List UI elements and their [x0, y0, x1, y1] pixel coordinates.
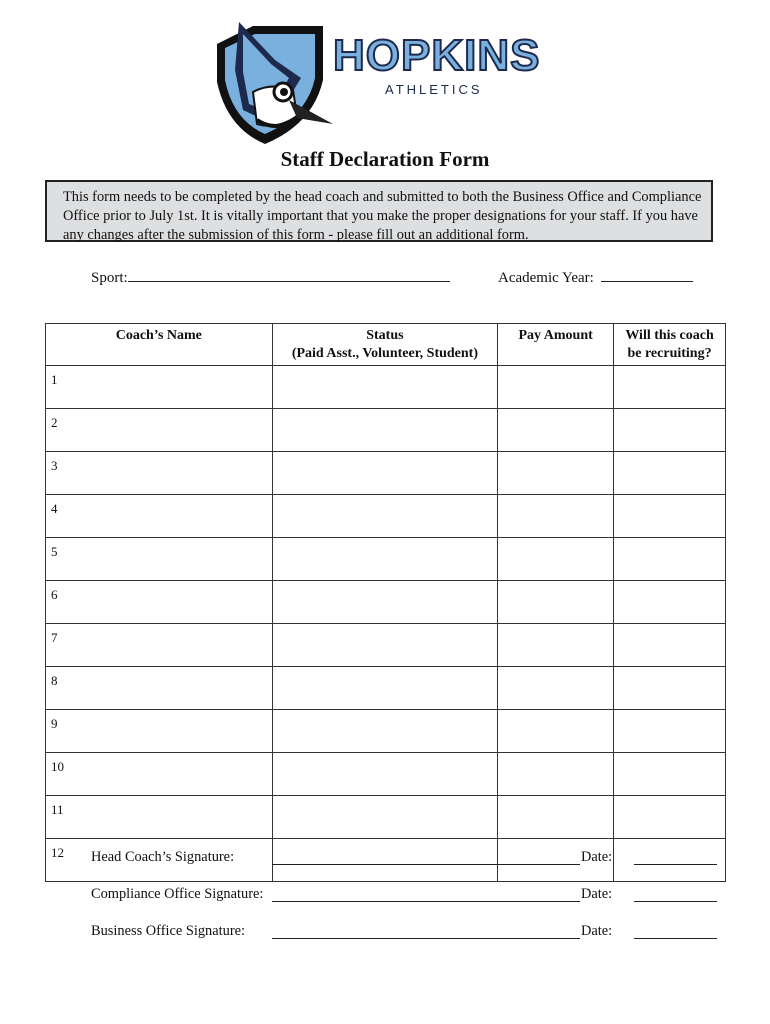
pay-cell[interactable] — [498, 495, 614, 538]
recruiting-cell[interactable] — [614, 710, 726, 753]
coach-name-cell[interactable]: 12 — [46, 839, 273, 882]
header-recruiting-line1: Will this coach — [625, 328, 714, 343]
academic-year-input-line[interactable] — [601, 267, 693, 282]
instructions-box: This form needs to be completed by the head coach and submitted to both the Business Office and Compliance Office prior to July 1st. It is vitally important that you make the proper designations for your staff. If you have any changes after the submission of this form - please fill out an additional form. — [45, 180, 713, 242]
table-row — [46, 409, 726, 452]
pay-cell[interactable] — [498, 624, 614, 667]
form-title: Staff Declaration Form — [280, 147, 490, 171]
recruiting-cell[interactable] — [614, 796, 726, 839]
compliance-signature-label: Compliance Office Signature: — [91, 886, 264, 902]
coach-name-cell[interactable]: 3 — [46, 452, 273, 495]
table-row — [46, 538, 726, 581]
table-row — [46, 753, 726, 796]
table-row — [46, 667, 726, 710]
recruiting-cell[interactable] — [614, 753, 726, 796]
coach-name-cell[interactable]: 2 — [46, 409, 273, 452]
compliance-date-line[interactable] — [634, 901, 717, 902]
head-coach-date-line[interactable] — [634, 864, 717, 865]
table-row — [46, 366, 726, 409]
sport-label: Sport: — [91, 270, 128, 286]
recruiting-cell[interactable] — [614, 409, 726, 452]
coach-name-cell[interactable]: 10 — [46, 753, 273, 796]
coach-name-cell[interactable]: 1 — [46, 366, 273, 409]
status-cell[interactable] — [272, 538, 498, 581]
pay-cell[interactable] — [498, 667, 614, 710]
recruiting-cell[interactable] — [614, 581, 726, 624]
pay-cell[interactable] — [498, 409, 614, 452]
pay-cell[interactable] — [498, 796, 614, 839]
hopkins-athletics-logo — [213, 20, 563, 146]
recruiting-cell[interactable] — [614, 366, 726, 409]
compliance-signature-row — [91, 886, 731, 906]
status-cell[interactable] — [272, 452, 498, 495]
coach-name-cell[interactable]: 4 — [46, 495, 273, 538]
logo-subtitle: ATHLETICS — [385, 82, 483, 97]
status-cell[interactable] — [272, 796, 498, 839]
header-status-options: (Paid Asst., Volunteer, Student) — [291, 346, 478, 361]
status-cell[interactable] — [272, 624, 498, 667]
status-cell[interactable] — [272, 366, 498, 409]
business-office-date-line[interactable] — [634, 938, 717, 939]
table-row — [46, 624, 726, 667]
table-row — [46, 495, 726, 538]
status-cell[interactable] — [272, 581, 498, 624]
compliance-date-label: Date: — [581, 886, 613, 902]
business-office-signature-row — [91, 923, 731, 943]
head-coach-signature-row — [91, 849, 731, 869]
status-cell[interactable] — [272, 710, 498, 753]
header-status — [272, 324, 498, 366]
header-pay-amount: Pay Amount — [498, 324, 614, 366]
head-coach-signature-line[interactable] — [272, 864, 580, 865]
coach-table — [45, 323, 726, 882]
recruiting-cell[interactable] — [614, 452, 726, 495]
pay-cell[interactable] — [498, 538, 614, 581]
header-recruiting — [614, 324, 726, 366]
header-coach-name: Coach’s Name — [46, 324, 273, 366]
coach-name-cell[interactable]: 5 — [46, 538, 273, 581]
table-row — [46, 710, 726, 753]
pay-cell[interactable] — [498, 366, 614, 409]
table-row — [46, 796, 726, 839]
head-coach-signature-label: Head Coach’s Signature: — [91, 849, 235, 865]
coach-name-cell[interactable]: 11 — [46, 796, 273, 839]
table-row — [46, 452, 726, 495]
business-office-date-label: Date: — [581, 923, 613, 939]
header-status-title: Status — [366, 328, 404, 343]
coach-name-cell[interactable]: 6 — [46, 581, 273, 624]
coach-name-cell[interactable]: 7 — [46, 624, 273, 667]
header-recruiting-line2: be recruiting? — [627, 346, 712, 361]
sport-field[interactable] — [91, 267, 450, 287]
coach-name-cell[interactable]: 9 — [46, 710, 273, 753]
recruiting-cell[interactable] — [614, 495, 726, 538]
blue-jay-mascot-icon — [213, 20, 343, 146]
sport-input-line[interactable] — [128, 267, 450, 282]
status-cell[interactable] — [272, 667, 498, 710]
pay-cell[interactable] — [498, 710, 614, 753]
compliance-signature-line[interactable] — [272, 901, 580, 902]
coach-name-cell[interactable]: 8 — [46, 667, 273, 710]
status-cell[interactable] — [272, 753, 498, 796]
head-coach-date-label: Date: — [581, 849, 613, 865]
table-row — [46, 581, 726, 624]
business-office-signature-label: Business Office Signature: — [91, 923, 246, 939]
recruiting-cell[interactable] — [614, 624, 726, 667]
status-cell[interactable] — [272, 409, 498, 452]
business-office-signature-line[interactable] — [272, 938, 580, 939]
pay-cell[interactable] — [498, 753, 614, 796]
academic-year-label: Academic Year: — [498, 270, 594, 286]
academic-year-field[interactable] — [498, 267, 693, 287]
pay-cell[interactable] — [498, 581, 614, 624]
logo-wordmark: HOPKINS — [333, 31, 541, 80]
recruiting-cell[interactable] — [614, 538, 726, 581]
table-header-row — [46, 324, 726, 366]
status-cell[interactable] — [272, 495, 498, 538]
recruiting-cell[interactable] — [614, 667, 726, 710]
pay-cell[interactable] — [498, 452, 614, 495]
